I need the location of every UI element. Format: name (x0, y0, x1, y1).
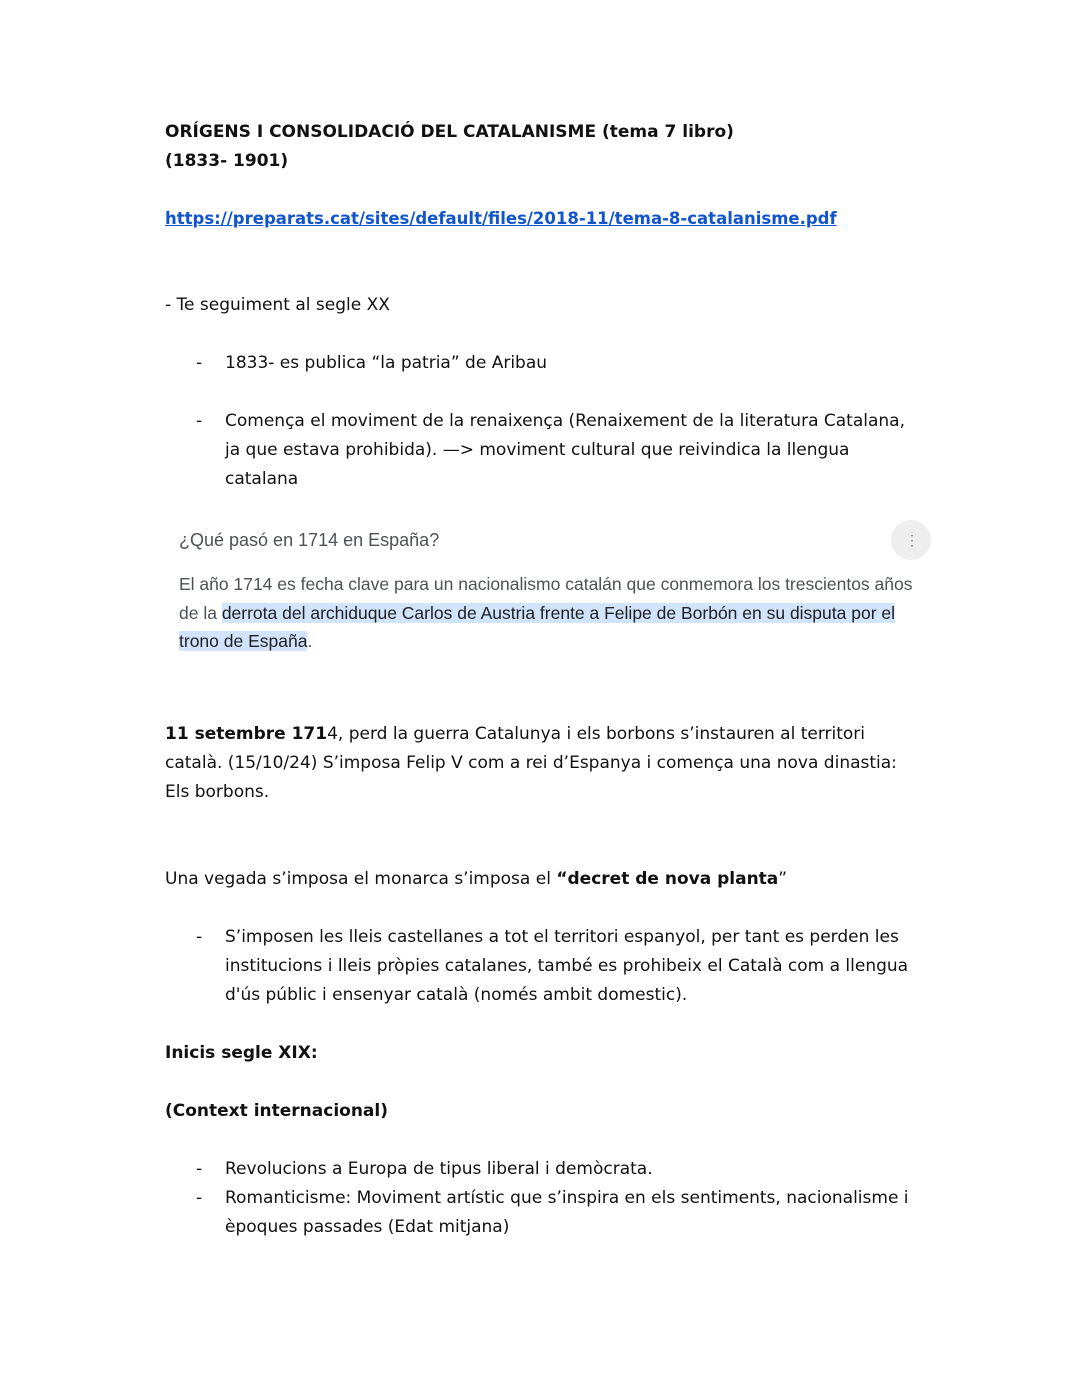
snippet-question: ¿Qué pasó en 1714 en España? (179, 530, 440, 550)
bullet-list-2 (165, 923, 915, 1010)
doc-title-line1: ORÍGENS I CONSOLIDACIÓ DEL CATALANISME (tema 7 libro) (165, 122, 734, 142)
intro-line: - Te seguiment al segle XX (165, 295, 390, 315)
heading-context: (Context internacional) (165, 1101, 388, 1121)
list-item: - Revolucions a Europa de tipus liberal i demòcrata. (165, 1155, 915, 1184)
decret-bold: “decret de nova planta (556, 869, 779, 889)
list-item: - 1833- es publica “la patria” de Aribau (165, 349, 915, 378)
heading-inicis: Inicis segle XIX: (165, 1043, 318, 1063)
list-item: - S’imposen les lleis castellanes a tot el territori espanyol, per tant es perden les institucions i lleis pròpies catalanes, també es prohibeix el Català com a llengua d'ús públic i ensenyar català (només ambit domestic). (165, 923, 915, 1010)
search-snippet-image (179, 526, 919, 676)
doc-title (165, 118, 915, 176)
decret-end: ” (778, 869, 788, 889)
bullet-list-1 (165, 349, 915, 494)
bullet-list-3 (165, 1155, 915, 1242)
decret-text: Una vegada s’imposa el monarca s’imposa el (165, 869, 557, 889)
list-item: - Comença el moviment de la renaixença (Renaixement de la literatura Catalana, ja que estava prohibida). —> moviment cultural que reivindica la llengua catalana (165, 407, 915, 494)
snippet-answer (179, 570, 915, 656)
snippet-highlight: derrota del archiduque Carlos de Austria frente a Felipe de Borbón en su disputa por el trono de España (179, 602, 896, 651)
more-options-icon: ⋮ (891, 520, 931, 560)
september-paragraph (165, 720, 915, 807)
pdf-link[interactable]: https://preparats.cat/sites/default/files/2018-11/tema-8-catalanisme.pdf (165, 209, 837, 228)
list-item: - Romanticisme: Moviment artístic que s’inspira en els sentiments, nacionalisme i èpoques passades (Edat mitjana) (165, 1184, 915, 1242)
doc-title-line2: (1833- 1901) (165, 151, 289, 171)
september-text: 4, perd la guerra Catalunya i els borbons s’instauren al territori català. (15/10/24) S’imposa Felip V com a rei d’Espanya i comença una nova dinastia: Els borbons. (165, 724, 897, 802)
september-date: 11 setembre 171 (165, 724, 328, 744)
decret-paragraph (165, 865, 915, 894)
snippet-answer-end: . (307, 631, 313, 651)
snippet-answer-text: El año 1714 es fecha clave para un nacionalismo catalán que conmemora los trescientos años de la (179, 574, 913, 623)
document-page (165, 118, 919, 1242)
